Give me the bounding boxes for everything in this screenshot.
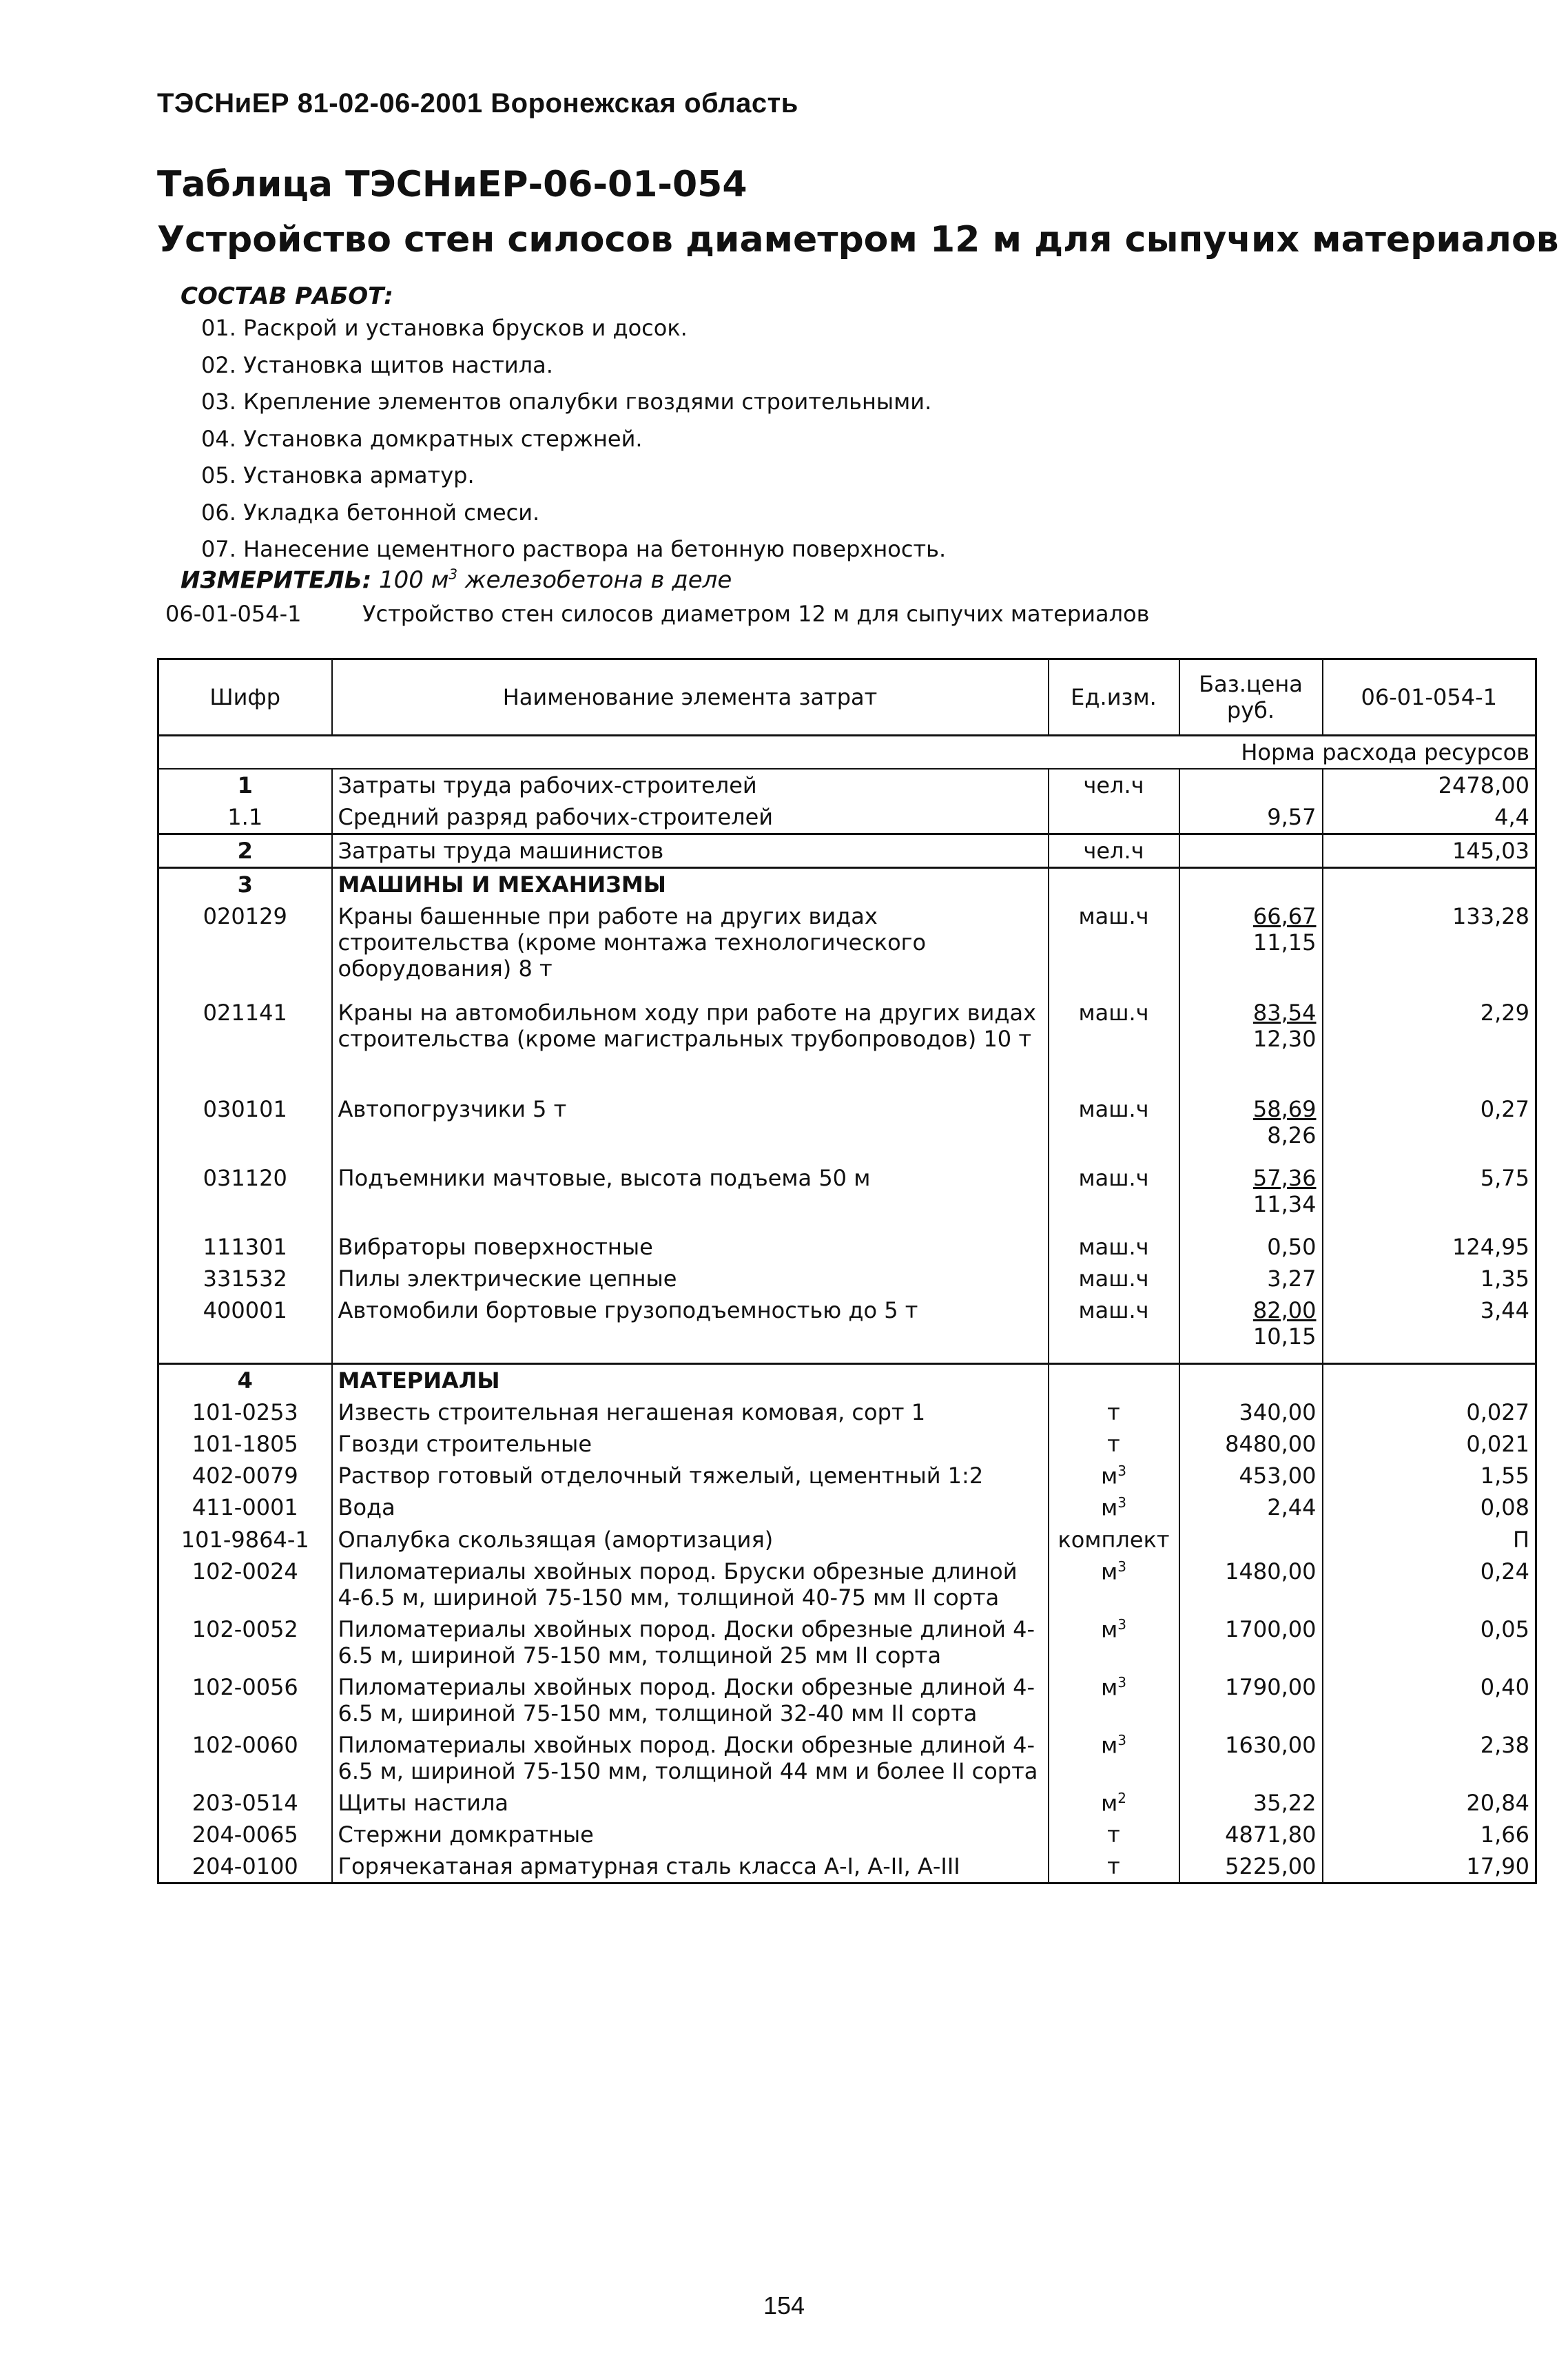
cell-norm: 2,38 [1480,1731,1529,1758]
cell-name: МАТЕРИАЛЫ [332,1363,1049,1396]
cell-code: 111301 [158,1231,332,1263]
cell-unit: маш.ч [1049,900,1179,997]
cell-code: 102-0060 [158,1729,332,1787]
cell-norm [1323,1363,1536,1396]
cell-price: 35,22 [1179,1787,1323,1819]
cell-name: Затраты труда рабочих-строителей [332,769,1049,801]
cell-norm: 1,66 [1480,1821,1529,1848]
cell-unit: маш.ч [1049,1263,1179,1294]
cell-code: 021141 [158,997,332,1093]
cell-price: 340,00 [1179,1396,1323,1428]
cell-unit: чел.ч [1049,834,1179,868]
table-title: Таблица ТЭСНиЕР-06-01-054 [157,164,747,205]
cell-price: 58,69 8,26 [1179,1093,1323,1162]
cell-price: 83,54 12,30 [1179,997,1323,1093]
cell-unit: т [1049,1850,1179,1883]
work-item: 04. Установка домкратных стержней. [201,425,643,452]
cell-unit: маш.ч [1049,1162,1179,1231]
cell-name: Щиты настила [332,1787,1049,1819]
work-item: 05. Установка арматур. [201,462,475,488]
cell-name: Пиломатериалы хвойных пород. Бруски обрезные длиной 4-6.5 м, шириной 75-150 мм, толщиной 40-75 мм II сорта [332,1556,1049,1613]
cell-name: Пилы электрические цепные [332,1263,1049,1294]
cell-name: Затраты труда машинистов [332,834,1049,868]
table-row [158,1460,1536,1492]
cell-norm [1323,868,1536,901]
cell-name: Краны башенные при работе на других видах строительства (кроме монтажа технологического оборудования) 8 т [332,900,1049,997]
cell-code: 411-0001 [158,1491,332,1524]
cell-norm: П [1512,1526,1529,1553]
norm-caption-row [158,736,1536,770]
cell-unit: $м^3$ [1049,1491,1179,1524]
cell-norm: 2478,00 [1438,772,1529,798]
cell-price [1179,769,1323,801]
cell-norm: 0,08 [1480,1494,1529,1521]
cell-code: 101-9864-1 [158,1524,332,1556]
cell-price: 8480,00 [1179,1428,1323,1460]
cell-norm: 145,03 [1323,834,1536,868]
cell-code: 2 [158,834,332,868]
cell-norm: 124,95 [1452,1234,1529,1260]
cell-price [1179,1363,1323,1396]
cell-unit: маш.ч [1049,1294,1179,1363]
table-row [158,1850,1536,1883]
cell-price: 0,50 [1179,1231,1323,1263]
code-line-code: 06-01-054-1 [165,601,302,627]
cell-price: 2,44 [1179,1491,1323,1524]
table-row [158,1363,1536,1396]
table-row [158,997,1536,1093]
cell-unit: $м^2$ [1049,1787,1179,1819]
table-row [158,900,1536,997]
cell-code: 102-0052 [158,1613,332,1671]
cell-code: 203-0514 [158,1787,332,1819]
cell-name: Гвозди строительные [332,1428,1049,1460]
measure-line [180,566,732,594]
cell-name: Стержни домкратные [332,1819,1049,1850]
cell-unit: т [1049,1819,1179,1850]
cell-unit: $м^3$ [1049,1460,1179,1492]
code-line [165,601,1150,627]
header-norm: 06-01-054-1 [1323,659,1536,736]
cell-norm: 1,55 [1480,1462,1529,1489]
table-subtitle: Устройство стен силосов диаметром 12 м для сыпучих материалов [157,219,1559,260]
header-unit: Ед.изм. [1049,659,1179,736]
table-header-row [158,659,1536,736]
table-row [158,801,1536,834]
work-item: 03. Крепление элементов опалубки гвоздями строительными. [201,389,932,415]
table-row [158,1093,1536,1162]
cell-norm: 3,44 [1480,1297,1529,1323]
cell-code: 1 [158,769,332,801]
cell-price: 1480,00 [1179,1556,1323,1613]
cell-unit: $м^3$ [1049,1556,1179,1613]
measure-label: ИЗМЕРИТЕЛЬ: [180,566,372,595]
table-row [158,1671,1536,1729]
table-row [158,1396,1536,1428]
table-row [158,769,1536,801]
cell-price: 1790,00 [1179,1671,1323,1729]
header-name: Наименование элемента затрат [332,659,1049,736]
cell-norm: 17,90 [1466,1853,1529,1880]
cell-code: 4 [158,1363,332,1396]
table-row [158,1263,1536,1294]
cell-unit: чел.ч [1049,769,1179,801]
cell-price: 4871,80 [1179,1819,1323,1850]
table-row [158,1524,1536,1556]
cell-code: 402-0079 [158,1460,332,1492]
cell-code: 102-0024 [158,1556,332,1613]
cell-norm: 0,40 [1480,1673,1529,1700]
cell-price: 3,27 [1179,1263,1323,1294]
cell-code: 101-0253 [158,1396,332,1428]
cell-name: Вода [332,1491,1049,1524]
cell-unit [1049,801,1179,834]
cell-norm: 0,027 [1466,1398,1529,1425]
cell-norm: 5,75 [1480,1165,1529,1191]
cell-name: МАШИНЫ И МЕХАНИЗМЫ [332,868,1049,901]
cell-unit: маш.ч [1049,1231,1179,1263]
cell-name: Пиломатериалы хвойных пород. Доски обрезные длиной 4-6.5 м, шириной 75-150 мм, толщиной 44 мм и более II сорта [332,1729,1049,1787]
header-code: Шифр [158,659,332,736]
table-row [158,1294,1536,1363]
cell-price [1179,1524,1323,1556]
measure-value: 100 $м^3$ железобетона в деле [379,566,732,595]
cell-code: 030101 [158,1093,332,1162]
table-row [158,1162,1536,1231]
table-row [158,834,1536,868]
cell-norm: 0,27 [1480,1096,1529,1122]
cell-code: 020129 [158,900,332,997]
work-item: 07. Нанесение цементного раствора на бетонную поверхность. [201,536,947,562]
page-number: 154 [763,2291,805,2320]
resource-table [157,658,1537,1884]
cell-name: Опалубка скользящая (амортизация) [332,1524,1049,1556]
cell-price: 1700,00 [1179,1613,1323,1671]
work-item: 01. Раскрой и установка брусков и досок. [201,315,688,341]
work-composition-heading: СОСТАВ РАБОТ: [180,282,393,310]
cell-price: 1630,00 [1179,1729,1323,1787]
code-line-desc: Устройство стен силосов диаметром 12 м для сыпучих материалов [362,601,1150,627]
table-row [158,1428,1536,1460]
cell-code: 031120 [158,1162,332,1231]
norm-caption: Норма расхода ресурсов [158,736,1536,770]
cell-price: 5225,00 [1179,1850,1323,1883]
cell-code: 3 [158,868,332,901]
cell-unit: т [1049,1428,1179,1460]
cell-code: 204-0065 [158,1819,332,1850]
cell-norm: 0,021 [1466,1430,1529,1457]
cell-code: 331532 [158,1263,332,1294]
cell-price: 9,57 [1179,801,1323,834]
cell-name: Автомобили бортовые грузоподъемностью до 5 т [332,1294,1049,1363]
cell-price [1179,868,1323,901]
table-row [158,1729,1536,1787]
header-price: Баз.цена руб. [1179,659,1323,736]
cell-name: Пиломатериалы хвойных пород. Доски обрезные длиной 4-6.5 м, шириной 75-150 мм, толщиной 32-40 мм II сорта [332,1671,1049,1729]
cell-unit: комплект [1049,1524,1179,1556]
cell-unit [1049,868,1179,901]
cell-price: 66,67 11,15 [1179,900,1323,997]
cell-name: Вибраторы поверхностные [332,1231,1049,1263]
cell-norm: 4,4 [1494,804,1529,830]
cell-name: Раствор готовый отделочный тяжелый, цементный 1:2 [332,1460,1049,1492]
cell-norm: 1,35 [1480,1266,1529,1292]
cell-price: 82,00 10,15 [1179,1294,1323,1363]
cell-name: Автопогрузчики 5 т [332,1093,1049,1162]
cell-unit: маш.ч [1049,997,1179,1093]
cell-norm: 0,24 [1480,1558,1529,1584]
cell-unit [1049,1363,1179,1396]
cell-price: 453,00 [1179,1460,1323,1492]
cell-price: 57,36 11,34 [1179,1162,1323,1231]
cell-name: Краны на автомобильном ходу при работе на других видах строительства (кроме магистральных трубопроводов) 10 т [332,997,1049,1093]
table-row [158,1491,1536,1524]
cell-unit: т [1049,1396,1179,1428]
cell-name: Горячекатаная арматурная сталь класса А-I, А-II, А-III [332,1850,1049,1883]
cell-unit: $м^3$ [1049,1671,1179,1729]
cell-code: 101-1805 [158,1428,332,1460]
cell-unit: $м^3$ [1049,1729,1179,1787]
table-row [158,1787,1536,1819]
cell-norm: 20,84 [1466,1789,1529,1816]
cell-name: Средний разряд рабочих-строителей [332,801,1049,834]
document-header: ТЭСНиЕР 81-02-06-2001 Воронежская область [157,88,798,118]
cell-code: 1.1 [158,801,332,834]
cell-code: 102-0056 [158,1671,332,1729]
work-item: 06. Укладка бетонной смеси. [201,499,540,526]
cell-code: 400001 [158,1294,332,1363]
cell-norm: 133,28 [1452,903,1529,929]
table-row [158,1231,1536,1263]
cell-name: Подъемники мачтовые, высота подъема 50 м [332,1162,1049,1231]
cell-unit: маш.ч [1049,1093,1179,1162]
table-row [158,1613,1536,1671]
table-row [158,1556,1536,1613]
work-composition-list [201,310,946,568]
work-item: 02. Установка щитов настила. [201,351,553,378]
cell-code: 204-0100 [158,1850,332,1883]
cell-norm: 0,05 [1480,1615,1529,1642]
cell-name: Известь строительная негашеная комовая, сорт 1 [332,1396,1049,1428]
cell-name: Пиломатериалы хвойных пород. Доски обрезные длиной 4-6.5 м, шириной 75-150 мм, толщиной 25 мм II сорта [332,1613,1049,1671]
cell-price [1179,834,1323,868]
table-row [158,1819,1536,1850]
cell-unit: $м^3$ [1049,1613,1179,1671]
table-row [158,868,1536,901]
cell-norm: 2,29 [1480,1000,1529,1026]
